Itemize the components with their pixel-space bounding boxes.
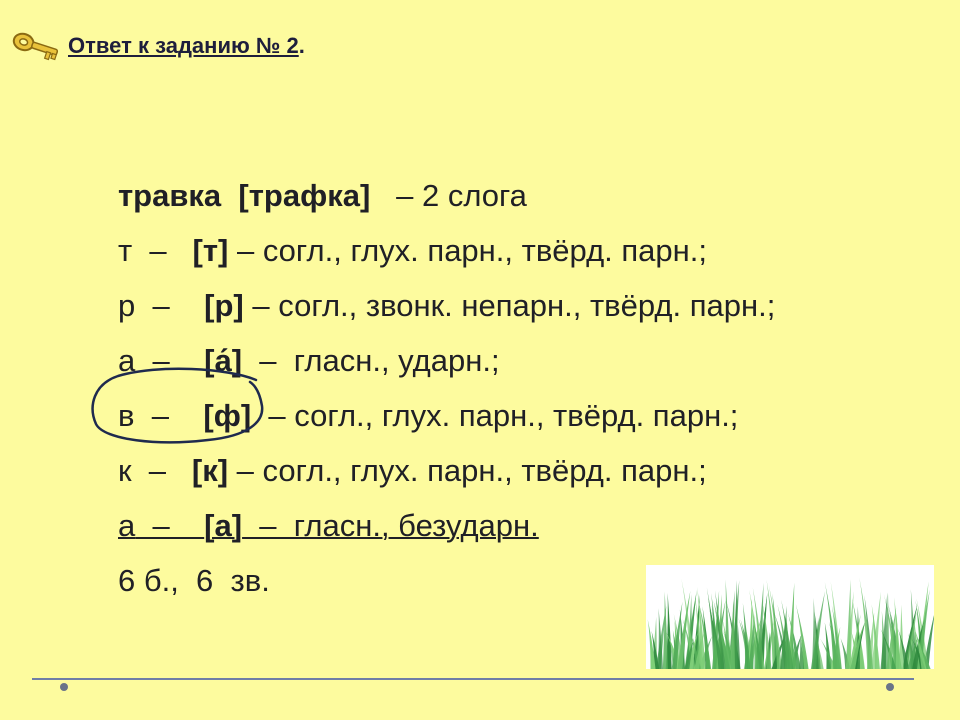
sound: [р] [204,288,244,323]
title-text: Ответ к заданию № 2 [68,33,299,58]
footer-divider [32,678,914,680]
letter: р [118,288,136,323]
sound-description: – согл., глух. парн., твёрд. парн.; [251,398,739,433]
sound-description: – гласн., безударн. [242,508,539,543]
page-title [68,33,305,59]
summary-line: 6 б., 6 зв. [118,563,270,598]
sound-description: – гласн., ударн.; [242,343,500,378]
sound-line-5: к – [к] – согл., глух. парн., твёрд. парн.; [118,453,707,488]
sound: [к] [191,453,229,488]
letter: а [118,343,136,378]
footer-dot-right [886,683,894,691]
key-icon [10,26,62,66]
sound: [а́] [204,343,243,378]
word-line [118,168,775,223]
sound: [т] [192,233,229,268]
sound-line-2: р – [р] – согл., звонк. непарн., твёрд. парн.; [118,288,776,323]
grass-image [646,565,934,669]
letter: к [118,453,132,488]
title-suffix: . [298,33,305,58]
highlight-circle [88,366,288,446]
letter: т [118,233,133,268]
word: травка [118,178,222,213]
header [10,26,305,66]
sound-line-1: т – [т] – согл., глух. парн., твёрд. парн.; [118,233,707,268]
sound-line-3: а – [а́] – гласн., ударн.; [118,343,500,378]
sound: [ф] [203,398,252,433]
sound-description: – согл., глух. парн., твёрд. парн.; [228,233,707,268]
sound-line-4: в – [ф] – согл., глух. парн., твёрд. парн.; [118,398,739,433]
sound-description: – согл., звонк. непарн., твёрд. парн.; [243,288,776,323]
letter: а [118,508,136,543]
syllable-count: – 2 слога [370,178,527,213]
sound-line-6: а – [а] – гласн., безударн. [118,508,539,543]
letter: в [118,398,135,433]
sound: [а] [204,508,243,543]
transcription: [трафка] [238,178,371,213]
footer-dot-left [60,683,68,691]
sound-description: – согл., глух. парн., твёрд. парн.; [228,453,707,488]
